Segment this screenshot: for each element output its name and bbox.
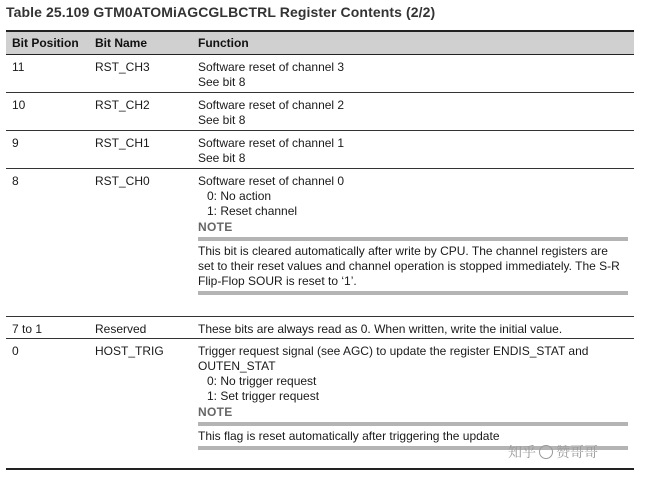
note-text: This flag is reset automatically after triggering the update — [198, 429, 500, 443]
table-row — [6, 131, 634, 169]
watermark-text: 赞哥哥 — [556, 444, 598, 460]
at-icon — [539, 445, 553, 459]
table-row — [6, 93, 634, 131]
bit-position: 7 to 1 — [12, 322, 43, 336]
function-text: Software reset of channel 0 — [198, 174, 345, 188]
note-text: This bit is cleared automatically after write by CPU. The channel registers are set to their reset values and channel operation is stopped immediately. The S-R Flip-Flop SOUR is reset to ‘1’. — [198, 244, 620, 288]
bit-position: 0 — [12, 344, 19, 358]
function-cell — [198, 344, 628, 453]
function-cell — [198, 136, 628, 166]
bit-name: HOST_TRIG — [95, 344, 164, 358]
function-text: Software reset of channel 2 — [198, 98, 345, 112]
bit-position: 11 — [12, 60, 25, 74]
bit-name: RST_CH2 — [95, 98, 150, 112]
function-text: See bit 8 — [198, 113, 246, 127]
bit-name: RST_CH3 — [95, 60, 150, 74]
option-text: 0: No trigger request — [207, 374, 317, 388]
watermark — [508, 442, 598, 462]
table-header — [6, 30, 634, 55]
register-table — [6, 30, 634, 467]
function-text: Software reset of channel 1 — [198, 136, 345, 150]
header-bit-name: Bit Name — [95, 36, 148, 50]
table-row — [6, 317, 634, 339]
header-bit-position: Bit Position — [12, 36, 79, 50]
function-cell — [198, 60, 628, 90]
function-cell — [198, 174, 628, 298]
bit-name: RST_CH1 — [95, 136, 150, 150]
header-function: Function — [198, 36, 249, 50]
table-caption: Table 25.109 GTM0ATOMiAGCGLBCTRL Register Contents (2/2) — [6, 4, 436, 20]
bit-position: 10 — [12, 98, 26, 112]
function-text: See bit 8 — [198, 75, 246, 89]
function-text: See bit 8 — [198, 151, 246, 165]
table-row — [6, 169, 634, 317]
table-bottom-rule — [6, 468, 634, 470]
note-label: NOTE — [198, 220, 233, 234]
table-row — [6, 55, 634, 93]
bit-name: RST_CH0 — [95, 174, 150, 188]
bit-position: 8 — [12, 174, 19, 188]
note-divider — [198, 237, 628, 241]
bit-position: 9 — [12, 136, 19, 150]
bit-name: Reserved — [95, 322, 147, 336]
watermark-text: 知乎 — [508, 444, 536, 460]
function-text: Software reset of channel 3 — [198, 60, 345, 74]
note-divider — [198, 291, 628, 295]
function-cell — [198, 98, 628, 128]
function-text: Trigger request signal (see AGC) to update the register ENDIS_STAT and OUTEN_STAT — [198, 344, 589, 373]
note-divider — [198, 422, 628, 426]
option-text: 1: Set trigger request — [207, 389, 320, 403]
option-text: 1: Reset channel — [207, 204, 298, 218]
note-label: NOTE — [198, 405, 233, 419]
option-text: 0: No action — [207, 189, 272, 203]
function-text: These bits are always read as 0. When written, write the initial value. — [198, 322, 563, 336]
